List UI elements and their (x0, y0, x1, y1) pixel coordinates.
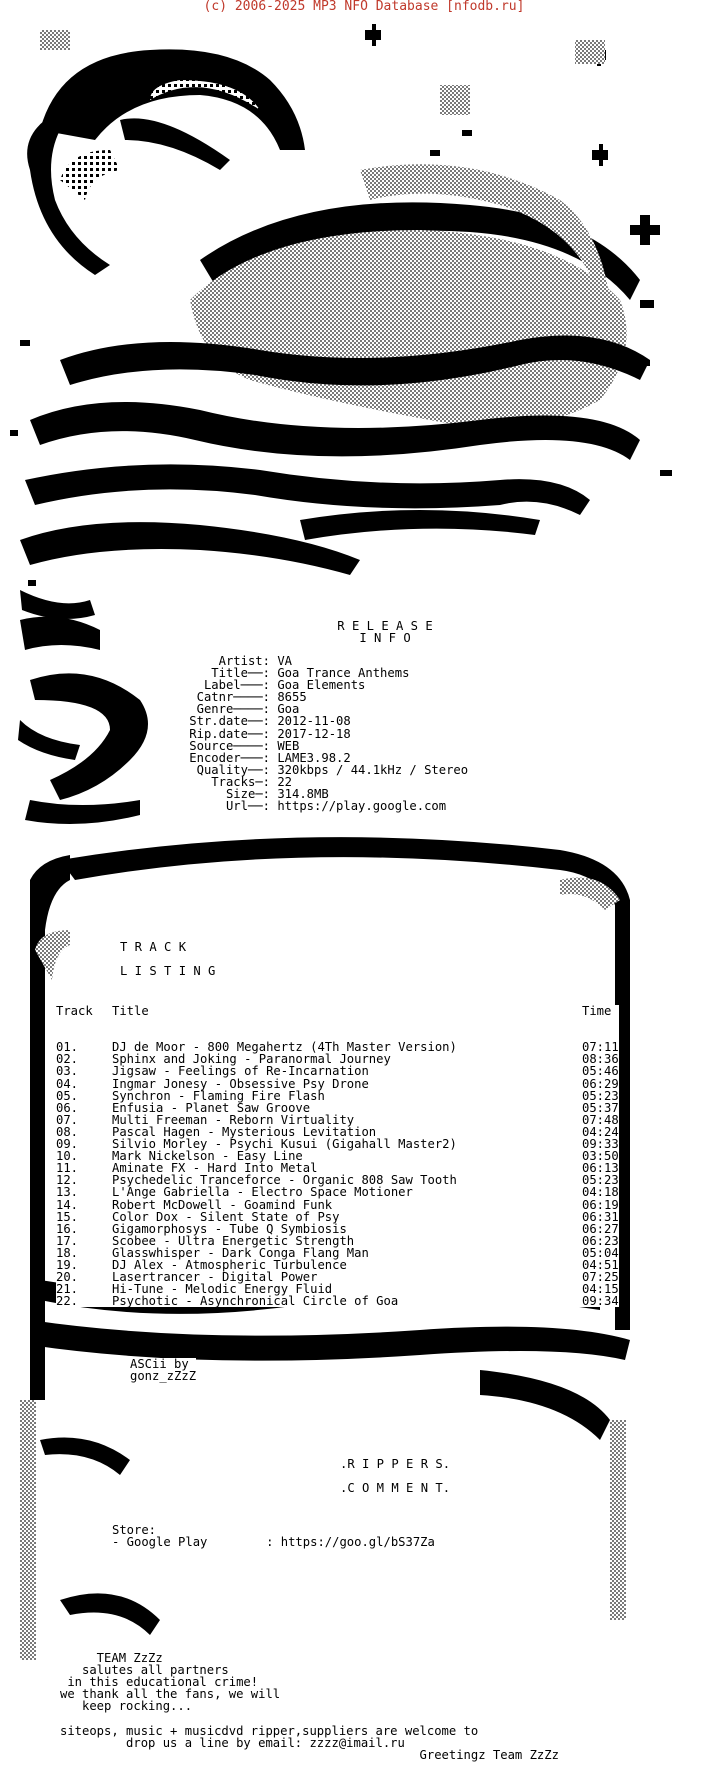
track-time: 05:23 (582, 1088, 619, 1103)
track-number: 05. (56, 1088, 79, 1103)
release-field-label: Source────: (189, 738, 270, 753)
track-number: 02. (56, 1052, 79, 1067)
greetings-line: salutes all partners (60, 1663, 229, 1678)
track-number: 15. (56, 1209, 79, 1224)
track-row (56, 1295, 619, 1307)
track-title: Lasertrancer - Digital Power (112, 1270, 318, 1285)
greetings-block (60, 1652, 559, 1761)
release-info-block (150, 655, 468, 812)
track-title: Sphinx and Joking - Paranormal Journey (112, 1052, 391, 1067)
track-time: 06:27 (582, 1221, 619, 1236)
release-field (150, 728, 468, 740)
track-time: 07:48 (582, 1112, 619, 1127)
track-title: Glasswhisper - Dark Conga Flang Man (112, 1245, 369, 1260)
track-rows (56, 1041, 619, 1307)
release-heading-line-1: R E L E A S E (337, 619, 433, 633)
release-field-label: Title──: (211, 666, 270, 681)
track-time: 05:37 (582, 1100, 619, 1115)
greetings-line: in this educational crime! (60, 1675, 259, 1690)
track-time: 05:04 (582, 1245, 619, 1260)
track-listing-heading (120, 935, 215, 983)
track-time: 06:19 (582, 1197, 619, 1212)
track-time: 06:23 (582, 1233, 619, 1248)
release-field-value: Goa (270, 702, 300, 717)
track-time: 06:31 (582, 1209, 619, 1224)
release-field-label: Str.date──: (189, 714, 270, 729)
track-number: 04. (56, 1076, 79, 1091)
track-time: 05:46 (582, 1064, 619, 1079)
track-list (56, 1005, 619, 1307)
greetings-line (60, 1712, 559, 1724)
rippers-line-2: .C O M M E N T. (340, 1481, 451, 1495)
release-field-value: Goa Elements (270, 678, 366, 693)
greetings-line: drop us a line by email: zzzz@imail.ru (60, 1735, 405, 1750)
release-field-value: 8655 (270, 690, 307, 705)
track-title: Silvio Morley - Psychi Kusui (Gigahall Master2) (112, 1137, 457, 1152)
track-number: 01. (56, 1040, 79, 1055)
track-number: 13. (56, 1185, 79, 1200)
track-title: Robert McDowell - Goamind Funk (112, 1197, 333, 1212)
track-title: Synchron - Flaming Fire Flash (112, 1088, 325, 1103)
col-time: Time (582, 1004, 612, 1018)
track-number: 17. (56, 1233, 79, 1248)
release-field (150, 764, 468, 776)
release-field-value: 2012-11-08 (270, 714, 351, 729)
track-number: 09. (56, 1137, 79, 1152)
release-field-value: WEB (270, 738, 300, 753)
greetings-line: keep rocking... (60, 1699, 193, 1714)
track-number: 20. (56, 1270, 79, 1285)
release-field-value: Goa Trance Anthems (270, 666, 410, 681)
store-section (112, 1524, 435, 1548)
track-title: Psychedelic Tranceforce - Organic 808 Saw Tooth (112, 1173, 457, 1188)
track-row (56, 1078, 619, 1090)
track-time: 09:33 (582, 1137, 619, 1152)
track-heading-line-1: T R A C K (120, 940, 187, 954)
track-row (56, 1186, 619, 1198)
release-field-value: LAME3.98.2 (270, 750, 351, 765)
store-google-play: - Google Play : https://goo.gl/bS37Za (112, 1535, 435, 1550)
track-title: Ingmar Jonesy - Obsessive Psy Drone (112, 1076, 369, 1091)
track-row (56, 1223, 619, 1235)
track-time: 09:34 (582, 1294, 619, 1309)
release-info-heading (300, 620, 470, 644)
release-field-label: Encoder───: (189, 750, 270, 765)
track-number: 21. (56, 1282, 79, 1297)
release-field-label: Tracks─: (211, 774, 270, 789)
release-field-label: Artist: (218, 654, 270, 668)
track-title: Jigsaw - Feelings of Re-Incarnation (112, 1064, 369, 1079)
release-field (150, 800, 468, 812)
track-title: Pascal Hagen - Mysterious Levitation (112, 1124, 377, 1139)
track-title: DJ de Moor - 800 Megahertz (4Th Master Version) (112, 1040, 457, 1055)
release-field-value: VA (270, 654, 293, 668)
track-number: 16. (56, 1221, 79, 1236)
track-time: 04:51 (582, 1257, 619, 1272)
track-time: 03:50 (582, 1149, 619, 1164)
track-title: Color Dox - Silent State of Psy (112, 1209, 340, 1224)
greetings-line: TEAM ZzZz (60, 1651, 163, 1665)
track-heading-line-2: L I S T I N G (120, 964, 216, 978)
release-field-label: Quality──: (196, 762, 270, 777)
track-number: 03. (56, 1064, 79, 1079)
release-field-label: Label───: (203, 678, 270, 693)
track-row (56, 1090, 619, 1102)
track-time: 06:13 (582, 1161, 619, 1176)
track-title: Enfusia - Planet Saw Groove (112, 1100, 311, 1115)
track-number: 19. (56, 1257, 79, 1272)
rippers-comment-heading (340, 1452, 450, 1500)
release-field-value: 314.8MB (270, 787, 329, 802)
track-time: 07:25 (582, 1270, 619, 1285)
track-title: Scobee - Ultra Energetic Strength (112, 1233, 355, 1248)
col-title: Title (112, 1004, 149, 1018)
store-heading: Store: (112, 1523, 157, 1537)
track-number: 12. (56, 1173, 79, 1188)
release-field-label: Size─: (225, 787, 270, 802)
release-field-value: 320kbps / 44.1kHz / Stereo (270, 762, 469, 777)
ascii-credit-line-2: gonz_zZzZ (130, 1369, 197, 1384)
release-field-value: 2017-12-18 (270, 726, 351, 741)
track-number: 10. (56, 1149, 79, 1164)
release-field-label: Genre────: (196, 702, 270, 717)
track-number: 22. (56, 1294, 79, 1309)
track-time: 08:36 (582, 1052, 619, 1067)
greetings-line: siteops, music + musicdvd ripper,suppliers are welcome to (60, 1723, 479, 1738)
track-number: 07. (56, 1112, 79, 1127)
site-credit: (c) 2006-2025 MP3 NFO Database [nfodb.ru] (0, 0, 728, 14)
release-heading-line-2: I N F O (359, 631, 411, 646)
ascii-credit (130, 1358, 196, 1382)
col-track: Track (56, 1004, 93, 1018)
release-field-label: Rip.date──: (189, 726, 270, 741)
greetings-line: Greetingz Team ZzZz (60, 1747, 559, 1762)
release-field-label: Url──: (225, 799, 270, 814)
track-row (56, 1065, 619, 1077)
rippers-line-1: .R I P P E R S. (340, 1457, 451, 1471)
release-field-value: 22 (270, 774, 293, 789)
track-number: 18. (56, 1245, 79, 1260)
track-time: 04:24 (582, 1124, 619, 1139)
track-number: 06. (56, 1100, 79, 1115)
track-title: Gigamorphosys - Tube Q Symbiosis (112, 1221, 347, 1236)
track-row (56, 1199, 619, 1211)
track-title: Mark Nickelson - Easy Line (112, 1149, 303, 1164)
ascii-credit-line-1: ASCii by (130, 1357, 189, 1371)
track-list-header (56, 1005, 619, 1017)
track-title: L'Ange Gabriella - Electro Space Motioner (112, 1185, 413, 1200)
release-field-value: https://play.google.com (270, 799, 447, 814)
track-time: 04:15 (582, 1282, 619, 1297)
track-title: DJ Alex - Atmospheric Turbulence (112, 1257, 347, 1272)
greetings-line: we thank all the fans, we will (60, 1687, 281, 1702)
track-title: Hi-Tune - Melodic Energy Fluid (112, 1282, 333, 1297)
track-time: 06:29 (582, 1076, 619, 1091)
track-time: 07:11 (582, 1040, 619, 1055)
track-time: 05:23 (582, 1173, 619, 1188)
track-number: 11. (56, 1161, 79, 1176)
release-field-label: Catnr────: (196, 690, 270, 705)
track-row (56, 1211, 619, 1223)
track-title: Aminate FX - Hard Into Metal (112, 1161, 318, 1176)
track-number: 08. (56, 1124, 79, 1139)
track-time: 04:18 (582, 1185, 619, 1200)
track-number: 14. (56, 1197, 79, 1212)
track-title: Psychotic - Asynchronical Circle of Goa (112, 1294, 399, 1309)
track-title: Multi Freeman - Reborn Virtuality (112, 1112, 355, 1127)
